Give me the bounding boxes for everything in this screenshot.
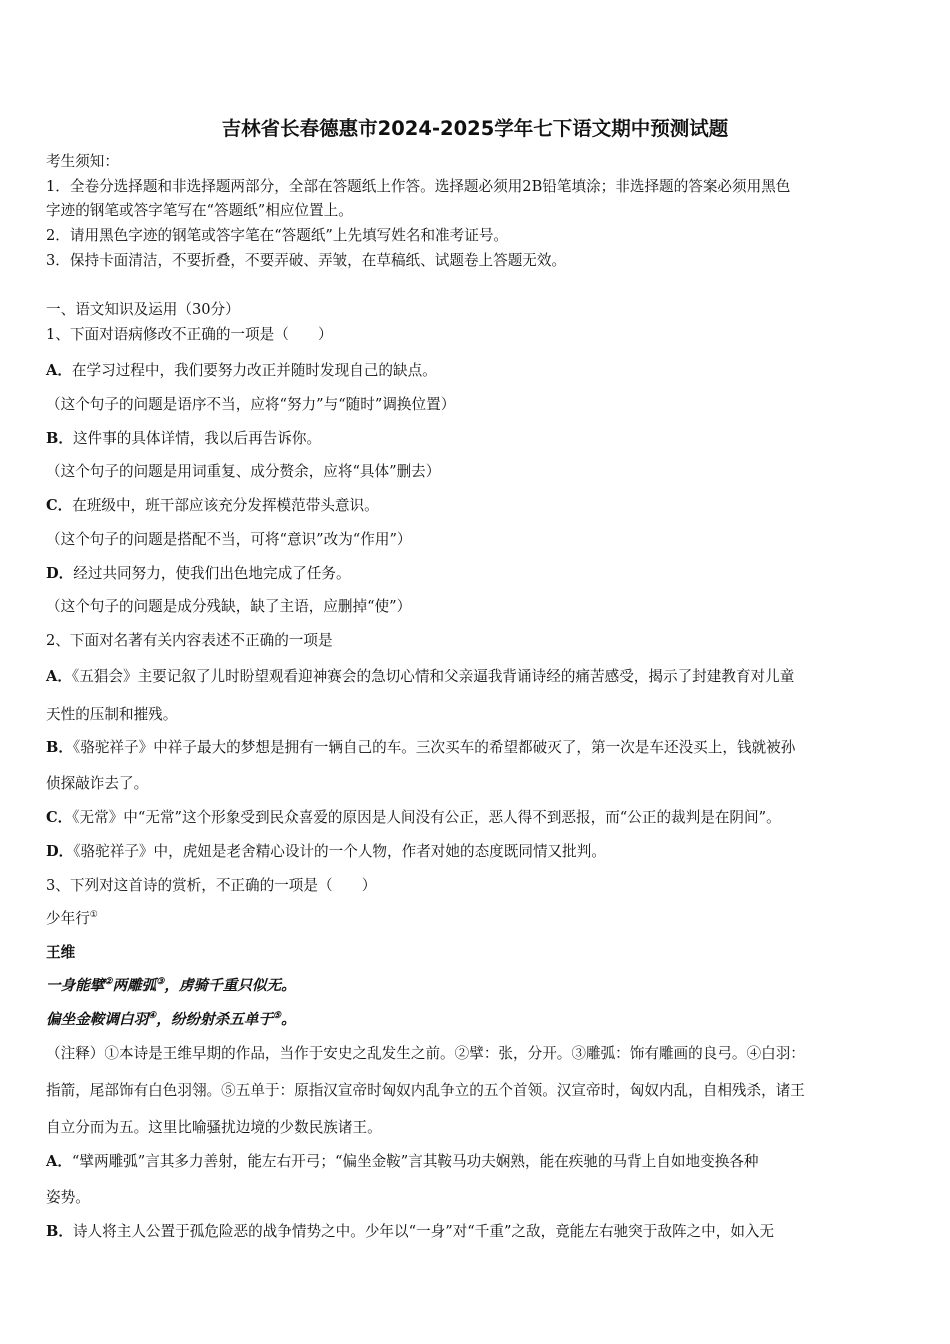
option-label: C． (46, 497, 73, 514)
footnote-mark: ④ (148, 1011, 157, 1022)
question-1-option-b (46, 429, 914, 449)
question-2-option-b (46, 738, 914, 758)
option-text: 在班级中，班干部应该充分发挥模范带头意识。 (72, 497, 379, 514)
question-3-option-a-cont: 姿势。 (46, 1189, 90, 1206)
question-1-option-d-note: （这个句子的问题是成分残缺，缺了主语，应删掉“使”） (46, 598, 412, 615)
option-label: B． (46, 739, 73, 756)
question-3-stem: 3、下列对这首诗的赏析，不正确的一项是（ ） (46, 877, 377, 894)
option-label: D． (46, 843, 74, 860)
poem-line-1: 一身能擘②两雕弧③，虏骑千重只似无。 (46, 977, 296, 994)
option-text: 这件事的具体详情，我以后再告诉你。 (72, 430, 322, 447)
notice-item: 字迹的钢笔或答字笔写在“答题纸”相应位置上。 (46, 202, 353, 219)
question-1-option-c (46, 496, 914, 516)
option-label: D． (46, 565, 74, 582)
option-text: 《骆驼祥子》中，虎妞是老舍精心设计的一个人物，作者对她的态度既同情又批判。 (73, 843, 606, 860)
question-2-option-a (46, 667, 914, 687)
poem-line-2: 偏坐金鞍调白羽④，纷纷射杀五单于⑤。 (46, 1011, 296, 1028)
question-1-option-b-note: （这个句子的问题是用词重复、成分赘余，应将“具体”删去） (46, 463, 441, 480)
option-label: B． (46, 1223, 73, 1240)
option-label: A． (46, 668, 72, 685)
notice-heading: 考生须知： (46, 153, 119, 170)
question-1-option-d (46, 564, 914, 584)
question-2-option-a-cont: 天性的压制和摧残。 (46, 706, 178, 723)
option-text: 在学习过程中，我们要努力改正并随时发现自己的缺点。 (71, 362, 437, 379)
option-text: 《骆驼祥子》中祥子最大的梦想是拥有一辆自己的车。三次买车的希望都破灭了，第一次是车还没买上，钱就被孙 (72, 739, 796, 756)
option-text: “擘两雕弧”言其多力善射，能左右开弓；“偏坐金鞍”言其鞍马功夫娴熟，能在疾驰的马背上自如地变换各种 (71, 1153, 759, 1170)
footnote-mark: ③ (156, 977, 165, 988)
footnote-mark: ② (104, 977, 113, 988)
poem-author: 王维 (46, 944, 76, 961)
option-label: C． (46, 809, 73, 826)
footnote-mark: ⑤ (273, 1011, 282, 1022)
question-2-option-b-cont: 侦探敲诈去了。 (46, 775, 149, 792)
poem-notes: 指箭，尾部饰有白色羽翎。⑤五单于：原指汉宣帝时匈奴内乱争立的五个首领。汉宣帝时，匈奴内乱，自相残杀，诸王 (46, 1082, 805, 1099)
option-text: 诗人将主人公置于孤危险恶的战争情势之中。少年以“一身”对“千重”之敌，竟能左右驰突于敌阵之中，如入无 (72, 1223, 775, 1240)
section-heading: 一、语文知识及运用（30分） (46, 301, 240, 318)
option-text: 《无常》中“无常”这个形象受到民众喜爱的原因是人间没有公正，恶人得不到恶报，而“公正的裁判是在阴间”。 (72, 809, 781, 826)
poem-notes: 自立分而为五。这里比喻骚扰边境的少数民族诸王。 (46, 1119, 382, 1136)
notice-item: 1．全卷分选择题和非选择题两部分，全部在答题纸上作答。选择题必须用2B铅笔填涂；非选择题的答案必须用黑色 (46, 178, 791, 195)
question-1-option-c-note: （这个句子的问题是搭配不当，可将“意识”改为“作用”） (46, 531, 412, 548)
poem-title: 少年行① (46, 910, 98, 927)
poem-notes: （注释）①本诗是王维早期的作品，当作于安史之乱发生之前。②擘：张，分开。③雕弧：饰有雕画的良弓。④白羽： (46, 1045, 805, 1062)
footnote-mark: ① (89, 910, 98, 921)
page-title: 吉林省长春德惠市2024-2025学年七下语文期中预测试题 (221, 117, 729, 140)
question-1-option-a-note: （这个句子的问题是语序不当，应将“努力”与“随时”调换位置） (46, 396, 456, 413)
notice-item: 2．请用黑色字迹的钢笔或答字笔在“答题纸”上先填写姓名和准考证号。 (46, 227, 509, 244)
question-2-stem: 2、下面对名著有关内容表述不正确的一项是 (46, 632, 333, 649)
option-text: 经过共同努力，使我们出色地完成了任务。 (73, 565, 351, 582)
question-3-option-b (46, 1222, 914, 1242)
option-label: A． (46, 1153, 72, 1170)
option-label: B． (46, 430, 73, 447)
option-label: A． (46, 362, 72, 379)
question-1-stem: 1、下面对语病修改不正确的一项是（ ） (46, 326, 333, 343)
question-3-option-a (46, 1152, 914, 1172)
question-2-option-c (46, 808, 914, 828)
notice-item: 3．保持卡面清洁，不要折叠，不要弄破、弄皱，在草稿纸、试题卷上答题无效。 (46, 252, 567, 269)
question-1-option-a (46, 361, 914, 381)
question-2-option-d (46, 842, 914, 862)
option-text: 《五猖会》主要记叙了儿时盼望观看迎神赛会的急切心情和父亲逼我背诵诗经的痛苦感受，揭示了封建教育对儿童 (71, 668, 795, 685)
